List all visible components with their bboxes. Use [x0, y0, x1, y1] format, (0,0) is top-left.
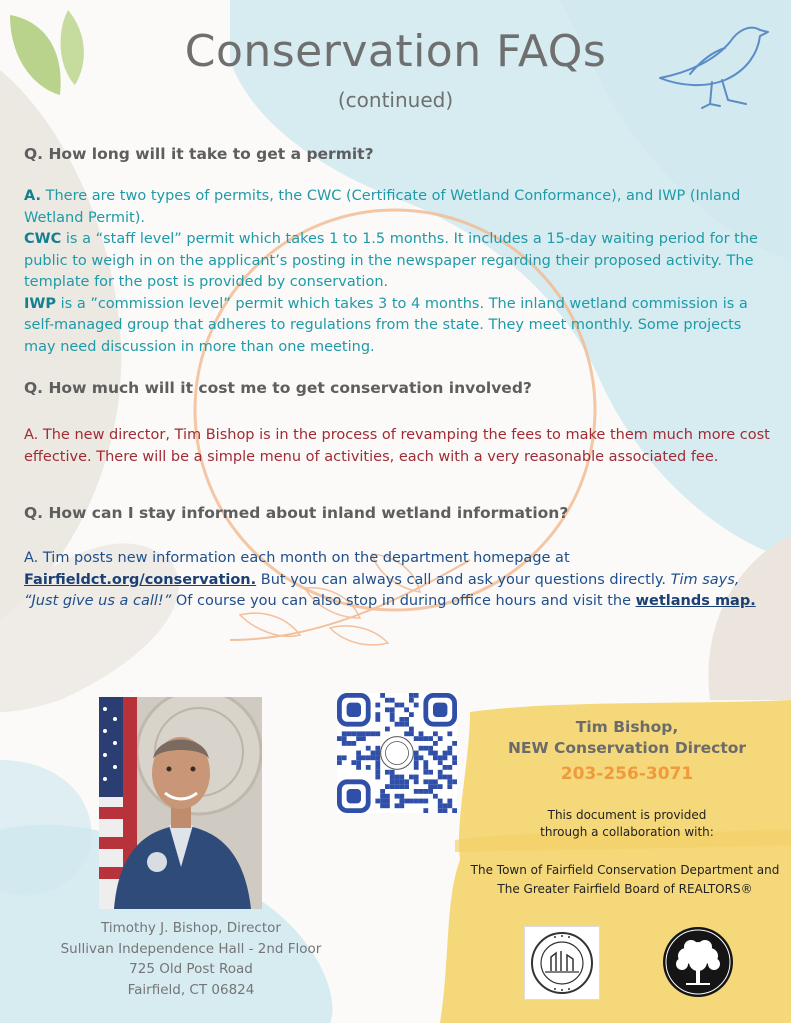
page-title: Conservation FAQs: [184, 26, 607, 77]
caption-name: Timothy J. Bishop, Director: [101, 920, 281, 936]
caption-city: Fairfield, CT 06824: [127, 981, 255, 998]
town-seal-logo: [524, 926, 600, 1000]
caption-building: Sullivan Independence Hall - 2nd Floor: [60, 940, 322, 957]
permit-cwc: CWC is a “staff level” permit which takes 1 to 1.5 months. It includes a 15-day waiting period for the public to weigh in on the applicant’s posting in the newspaper regarding their proposed activity. The template for the post is provided by conservation.: [24, 231, 758, 290]
faq-answer-cost: A. The new director, Tim Bishop is in the process of revamping the fees to make them much more cost effective. There will be a simple menu of activities, each with a very reasonable associated fee.: [24, 427, 770, 465]
faq-question-permit-time: Q. How long will it take to get a permit?: [24, 145, 374, 163]
collab-realtors: The Greater Fairfield Board of REALTORS®: [497, 882, 753, 896]
homepage-link[interactable]: Fairfieldct.org/conservation.: [24, 571, 257, 588]
collaboration-note: [455, 861, 791, 899]
caption-street: 725 Old Post Road: [129, 961, 253, 977]
provided-note: This document is provided through a collaboration with:: [540, 808, 714, 839]
director-caption: [56, 918, 326, 1000]
collab-conservation: The Town of Fairfield Conservation Department and: [470, 863, 780, 877]
realtors-tree-logo: [662, 926, 734, 998]
quote-text: Tim says, “Just give us a call!”: [24, 571, 740, 609]
faq-answer-permit-time: [24, 186, 774, 358]
qr-code[interactable]: [337, 693, 457, 813]
director-photo: [99, 697, 262, 909]
permit-iwp: IWP is a ”commission level” permit which takes 3 to 4 months. The inland wetland commission is a self-managed group that adheres to regulations from the state. They meet monthly. Some projects may need discussion in more than one meeting.: [24, 295, 748, 355]
faq-answer-stay-informed: A. Tim posts new information each month on the department homepage at Fairfieldct.org/conservation. But you can always call and ask your questions directly. Tim says, “Just give us a call!” Of course you can also stop in during office hours and visit the wetlands map.: [24, 550, 756, 609]
wetlands-map-link[interactable]: wetlands map.: [635, 593, 756, 609]
permit-intro: A. There are two types of permits, the CWC (Certificate of Wetland Conformance), and IWP (Inland Wetland Permit).: [24, 188, 741, 226]
faq-question-stay-informed: Q. How can I stay informed about inland wetland information?: [24, 504, 569, 522]
page-subtitle: (continued): [337, 88, 454, 112]
contact-role: NEW Conservation Director: [507, 739, 747, 757]
faq-question-cost: Q. How much will it cost me to get conservation involved?: [24, 379, 532, 397]
contact-block: [462, 717, 791, 759]
contact-phone[interactable]: 203-256-3071: [560, 764, 694, 784]
contact-name: Tim Bishop,: [575, 718, 679, 736]
